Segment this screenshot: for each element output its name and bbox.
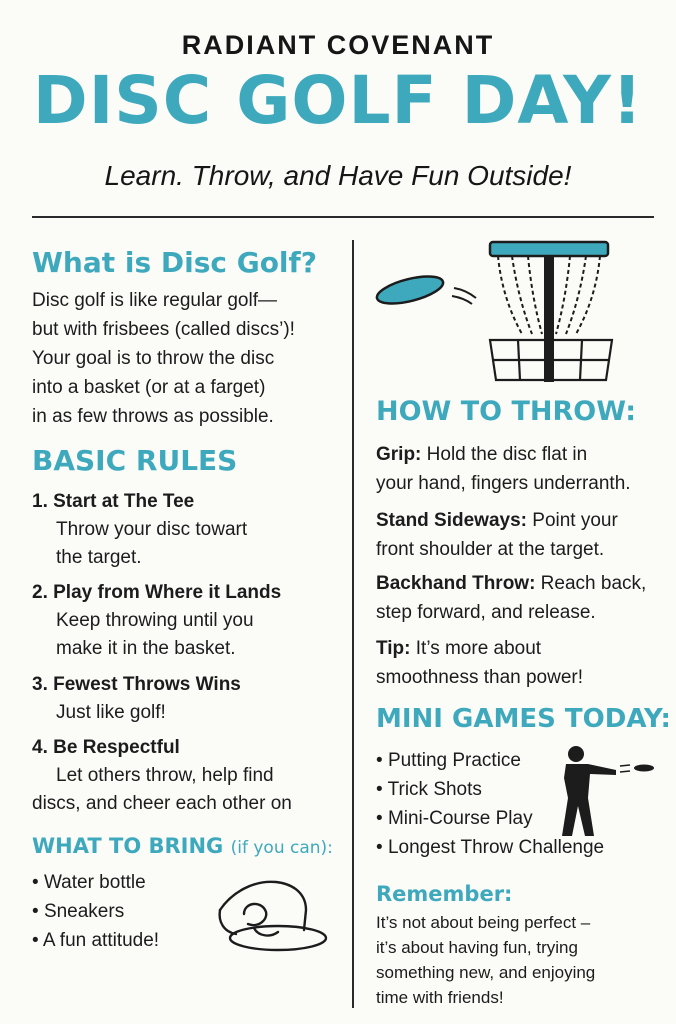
list-item: • Longest Throw Challenge: [376, 833, 604, 862]
what-is-line: Your goal is to throw the disc: [32, 348, 275, 369]
what-to-bring-subtitle: (if you can):: [230, 838, 333, 858]
step-label: Grip:: [376, 444, 422, 465]
step-text: Point your: [527, 510, 618, 531]
what-is-line: Disc golf is like regular golf—: [32, 290, 277, 311]
step-text: your hand, fingers underranth.: [376, 473, 631, 494]
rule-text: make it in the basket.: [56, 638, 236, 659]
remember-line: something new, and enjoying: [376, 963, 596, 982]
list-item: • Water bottle: [32, 868, 159, 897]
mini-games-heading: MINI GAMES TODAY:: [376, 704, 671, 734]
basic-rules-heading: BASIC RULES: [32, 444, 238, 477]
step-label: Stand Sideways:: [376, 510, 527, 531]
organization-name: RADIANT COVENANT: [181, 30, 495, 60]
remember-heading: Remember:: [376, 882, 513, 906]
rule-title: 2. Play from Where it Lands: [32, 582, 282, 603]
list-item: • Sneakers: [32, 897, 159, 926]
what-to-bring-title: WHAT TO BRING: [32, 834, 224, 858]
rule-text: Just like golf!: [56, 702, 166, 723]
step-text: Hold the disc flat in: [421, 444, 588, 465]
rule-text: the target.: [56, 547, 142, 568]
step-text: It’s more about: [410, 638, 542, 659]
rule-item: [32, 488, 352, 572]
list-item: • Mini-Course Play: [376, 804, 604, 833]
remember-line: time with friends!: [376, 988, 504, 1007]
rule-text: Throw your disc towart: [56, 519, 248, 540]
disc-golf-basket-icon: [372, 238, 622, 388]
rule-item: [32, 734, 362, 818]
what-to-bring-list: [32, 868, 159, 955]
what-is-line: in as few throws as possible.: [32, 406, 274, 427]
rule-text: Keep throwing until you: [56, 610, 254, 631]
remember-line: It’s not about being perfect –: [376, 913, 591, 932]
what-is-line: but with frisbees (called discs’)!: [32, 319, 295, 340]
list-item: • A fun attitude!: [32, 926, 159, 955]
remember-text: [376, 910, 666, 1010]
header-divider: [32, 216, 654, 218]
rule-item: [32, 671, 352, 727]
disc-thrower-silhouette-icon: [554, 744, 664, 840]
throw-step: [376, 634, 666, 692]
what-is-text: [32, 286, 352, 431]
page-title: DISC GOLF DAY!: [32, 62, 644, 139]
what-is-heading: What is Disc Golf?: [32, 246, 317, 279]
rule-text: Let others throw, help find: [56, 765, 274, 786]
rule-title: 4. Be Respectful: [32, 737, 180, 758]
column-divider: [352, 240, 354, 1008]
what-to-bring-heading: [32, 834, 333, 858]
rule-text: discs, and cheer each other on: [32, 793, 292, 814]
how-to-throw-heading: HOW TO THROW:: [376, 396, 637, 427]
rule-title: 1. Start at The Tee: [32, 491, 195, 512]
step-text: front shoulder at the target.: [376, 539, 605, 560]
rule-title: 3. Fewest Throws Wins: [32, 674, 241, 695]
step-text: smoothness than power!: [376, 667, 584, 688]
rule-item: [32, 579, 352, 663]
tagline: Learn. Throw, and Have Fun Outside!: [104, 160, 572, 191]
step-label: Backhand Throw:: [376, 573, 536, 594]
list-item: • Putting Practice: [376, 746, 604, 775]
remember-line: it’s about having fun, trying: [376, 938, 578, 957]
list-item: • Trick Shots: [376, 775, 604, 804]
throw-step: [376, 569, 666, 627]
step-text: Reach back,: [535, 573, 647, 594]
what-is-line: into a basket (or at a farget): [32, 377, 266, 398]
throw-step: [376, 440, 666, 498]
hand-holding-disc-icon: [214, 872, 334, 968]
step-label: Tip:: [376, 638, 411, 659]
step-text: step forward, and release.: [376, 602, 596, 623]
throw-step: [376, 506, 666, 564]
